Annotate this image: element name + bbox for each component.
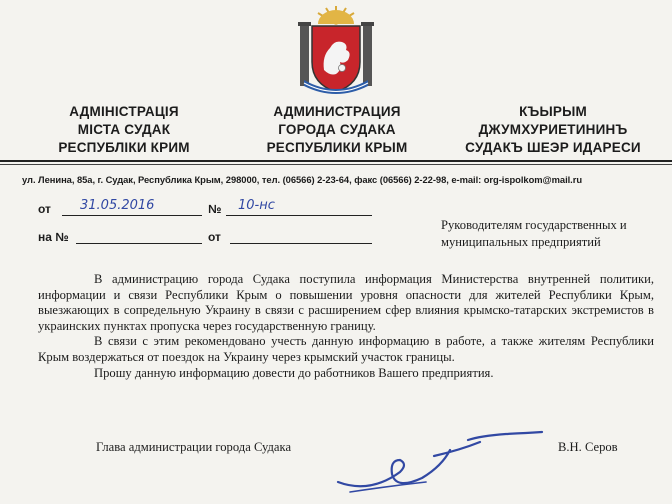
handwritten-number: 10-нс bbox=[238, 198, 275, 213]
signatory-position: Глава администрации города Судака bbox=[96, 440, 292, 454]
from-date-line-2 bbox=[230, 243, 372, 244]
address-line: ул. Ленина, 85а, г. Судак, Республика Крым, 298000, тел. (06566) 2-23-64, факс (06566) 2-22-98, e-mail: org-ispolkom@mail.ru bbox=[22, 174, 583, 185]
body-paragraph: Прошу данную информацию довести до работников Вашего предприятия. bbox=[94, 365, 494, 380]
header-line: АДМИНИСТРАЦИЯ bbox=[273, 104, 401, 119]
header-line: МІСТА СУДАК bbox=[77, 122, 171, 137]
to-number-label: на № bbox=[38, 230, 69, 244]
number-label: № bbox=[208, 202, 222, 216]
header-line: ГОРОДА СУДАКА bbox=[278, 122, 396, 137]
from-label-2: от bbox=[208, 230, 221, 244]
body-paragraph: В связи с этим рекомендовано учесть данную информацию в работе, а также жителям Республики Крым воздержаться от поездок на Украину через крымский участок границы. bbox=[38, 334, 654, 364]
body-paragraph: В администрацию города Судака поступила информация Министерства внутренней политики, информации и связи Республики Крым о повышении уровня опасности для жителей Республики Крым, выезжающих в сопредельную Украину в связи с расширением сфер влияния крымско-татарских экстремистов в украинских пунктах пропуска через государственную границу. bbox=[38, 272, 654, 333]
header-line: РЕСПУБЛІКИ КРИМ bbox=[58, 140, 190, 155]
header-russian bbox=[232, 103, 442, 157]
header-divider-thin bbox=[0, 164, 672, 165]
number-line bbox=[226, 215, 372, 216]
crimea-coat-of-arms-icon bbox=[296, 4, 376, 96]
header-line: РЕСПУБЛИКИ КРЫМ bbox=[266, 140, 408, 155]
header-line: КЪЫРЫМ bbox=[519, 104, 587, 119]
header-crimean-tatar bbox=[442, 103, 664, 157]
letter-body bbox=[38, 272, 654, 381]
signatory-name: В.Н. Серов bbox=[558, 440, 618, 454]
handwritten-signature-icon bbox=[330, 420, 550, 500]
handwritten-date: 31.05.2016 bbox=[80, 198, 155, 213]
header-ukrainian bbox=[24, 103, 224, 157]
from-label: от bbox=[38, 202, 51, 216]
addressee: Руководителям государственных и муниципальных предприятий bbox=[441, 218, 627, 249]
header-line: ДЖУМХУРИЕТИНИНЪ bbox=[478, 122, 628, 137]
header-line: СУДАКЪ ШЕЭР ИДАРЕСИ bbox=[465, 140, 641, 155]
header-line: АДМІНІСТРАЦІЯ bbox=[69, 104, 179, 119]
date-line bbox=[62, 215, 202, 216]
header-divider bbox=[0, 160, 672, 162]
to-number-line bbox=[76, 243, 202, 244]
